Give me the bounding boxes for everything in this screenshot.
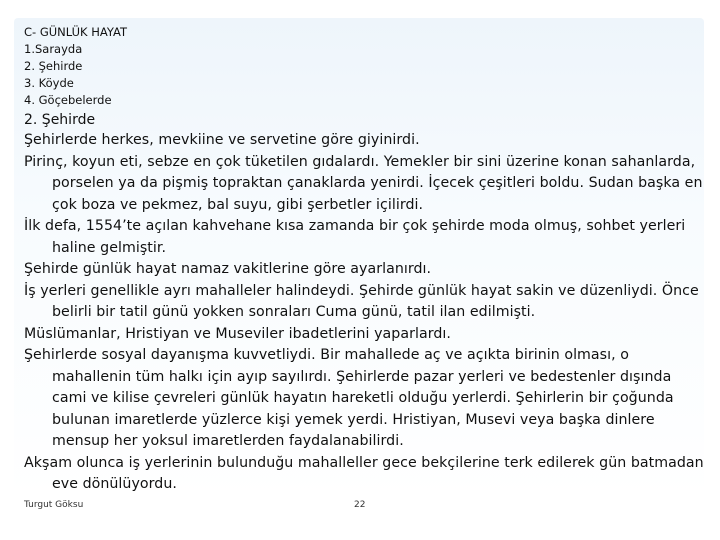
footer-author: Turgut Göksu [24, 500, 84, 510]
paragraph-evening: Akşam olunca iş yerlerinin bulunduğu mahalleller gece bekçilerine terk edilerek gün batmadan eve dönülüyordu. [24, 454, 704, 492]
page-number: 22 [354, 500, 366, 510]
outline-item-koy: 3. Köyde [24, 76, 74, 90]
paragraph-coffeehouse: İlk defa, 1554’te açılan kahvehane kısa zamanda bir çok şehirde moda olmuş, sohbet yerleri haline gelmiştir. [24, 218, 686, 256]
slide-content [24, 24, 704, 496]
paragraph-workplaces: İş yerleri genellikle ayrı mahalleler halindeydi. Şehirde günlük hayat sakin ve düzenliydi. Önce belirli bir tatil günü yokken sonraları Cuma günü, tatil ilan edilmişti. [24, 282, 699, 320]
outline-item-gocebe: 4. Göçebelerde [24, 93, 112, 107]
outline-item-sehir: 2. Şehirde [24, 59, 83, 73]
paragraph-prayer-times: Şehirde günlük hayat namaz vakitlerine göre ayarlanırdı. [24, 261, 432, 277]
paragraph-food: Pirinç, koyun eti, sebze en çok tüketilen gıdalardı. Yemekler bir sini üzerine konan sahanlarda, porselen ya da pişmiş topraktan çanaklarda yenirdi. İçecek çeşitleri boldu. Sudan başka en çok boza ve pekmez, bal suyu, gibi şerbetler içilirdi. [24, 153, 703, 213]
outline-heading: C- GÜNLÜK HAYAT [24, 25, 127, 39]
outline-item-saray: 1.Sarayda [24, 42, 83, 56]
paragraph-solidarity: Şehirlerde sosyal dayanışma kuvvetliydi. Bir mahallede aç ve açıkta birinin olması, o mahallenin tüm halkı için ayıp sayılırdı. Şehirlerde pazar yerleri ve bedestenler dışında cami ve kilise çevreleri günlük hayatın hareketli olduğu yerlerdi. Şehirlerin bir çoğunda bulunan imaretlerde yüzlerce kişi yemek yerdi. Hristiyan, Musevi veya başka dinlere mensup her yoksul imaretlerden faydalanabilirdi. [24, 347, 674, 449]
paragraph-religions: Müslümanlar, Hristiyan ve Museviler ibadetlerini yaparlardı. [24, 325, 451, 342]
outline-list [24, 24, 704, 109]
paragraph-clothing: Şehirlerde herkes, mevkiine ve servetine göre giyinirdi. [24, 132, 420, 148]
section-title: 2. Şehirde [24, 112, 96, 128]
paragraph-list [24, 130, 704, 496]
